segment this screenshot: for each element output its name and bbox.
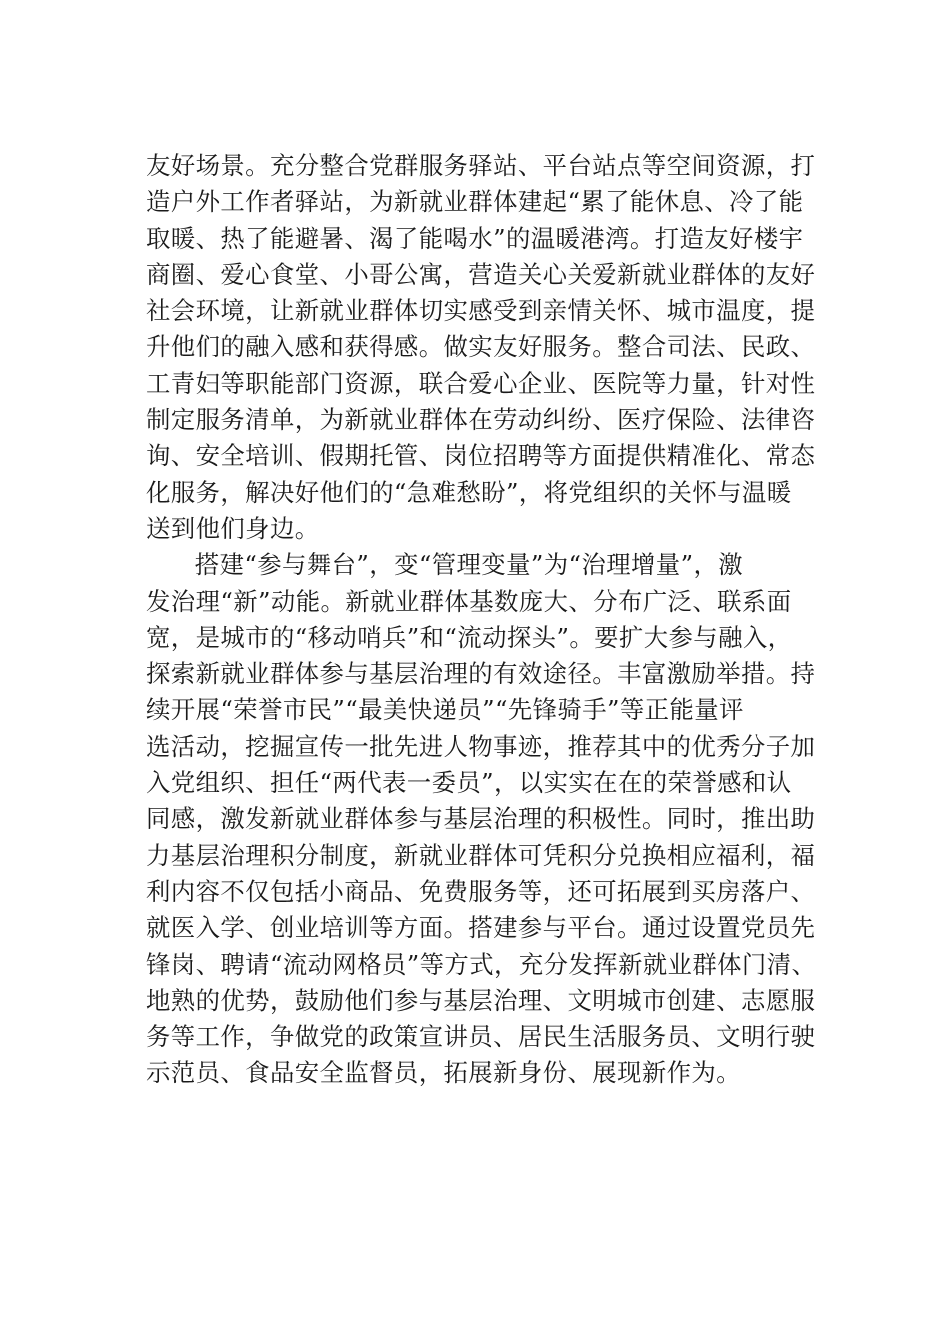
paragraph-line: 锋岗、聘请“流动网格员”等方式，充分发挥新就业群体门清、: [146, 949, 817, 979]
paragraph-2: [146, 547, 827, 1091]
paragraph-line: 社会环境，让新就业群体切实感受到亲情关怀、城市温度，提: [146, 296, 816, 326]
paragraph-line: 利内容不仅包括小商品、免费服务等，还可拓展到买房落户、: [146, 876, 816, 906]
paragraph-line: 务等工作，争做党的政策宣讲员、居民生活服务员、文明行驶: [146, 1022, 816, 1052]
paragraph-line: 选活动，挖掘宣传一批先进人物事迹，推荐其中的优秀分子加: [146, 731, 816, 761]
paragraph-line: 地熟的优势，鼓励他们参与基层治理、文明城市创建、志愿服: [146, 985, 816, 1015]
paragraph-line: 力基层治理积分制度，新就业群体可凭积分兑换相应福利，福: [146, 840, 816, 870]
paragraph-line: 发治理“新”动能。新就业群体基数庞大、分布广泛、联系面: [146, 586, 792, 616]
paragraph-line: 宽，是城市的“移动哨兵”和“流动探头”。要扩大参与融入，: [146, 622, 793, 652]
paragraph-line: 示范员、食品安全监督员，拓展新身份、展现新作为。: [146, 1058, 741, 1088]
paragraph-1: [146, 148, 827, 547]
paragraph-line: 同感，激发新就业群体参与基层治理的积极性。同时，推出助: [146, 804, 816, 834]
paragraph-line: 工青妇等职能部门资源，联合爱心企业、医院等力量，针对性: [146, 368, 816, 398]
paragraph-line: 探索新就业群体参与基层治理的有效途径。丰富激励举措。持: [146, 659, 816, 689]
paragraph-line: 询、安全培训、假期托管、岗位招聘等方面提供精准化、常态: [146, 441, 816, 471]
paragraph-line: 友好场景。充分整合党群服务驿站、平台站点等空间资源，打: [146, 151, 816, 180]
paragraph-line: 入党组织、担任“两代表一委员”，以实实在在的荣誉感和认: [146, 768, 792, 798]
paragraph-line: 制定服务清单，为新就业群体在劳动纠纷、医疗保险、法律咨: [146, 405, 816, 435]
paragraph-line: 搭建“参与舞台”，变“管理变量”为“治理增量”，激: [194, 550, 744, 580]
document-body: [146, 148, 827, 1092]
paragraph-line: 商圈、爱心食堂、小哥公寓，营造关心关爱新就业群体的友好: [146, 259, 816, 289]
paragraph-line: 就医入学、创业培训等方面。搭建参与平台。通过设置党员先: [146, 913, 816, 943]
paragraph-line: 续开展“荣誉市民”“最美快递员”“先锋骑手”等正能量评: [146, 695, 744, 725]
paragraph-line: 送到他们身边。: [146, 513, 320, 543]
paragraph-line: 升他们的融入感和获得感。做实友好服务。整合司法、民政、: [146, 332, 816, 362]
paragraph-line: 造户外工作者驿站，为新就业群体建起“累了能休息、冷了能: [146, 187, 804, 217]
paragraph-line: 化服务，解决好他们的“急难愁盼”，将党组织的关怀与温暖: [146, 477, 792, 507]
paragraph-line: 取暖、热了能避暑、渴了能喝水”的温暖港湾。打造友好楼宇: [146, 223, 804, 253]
